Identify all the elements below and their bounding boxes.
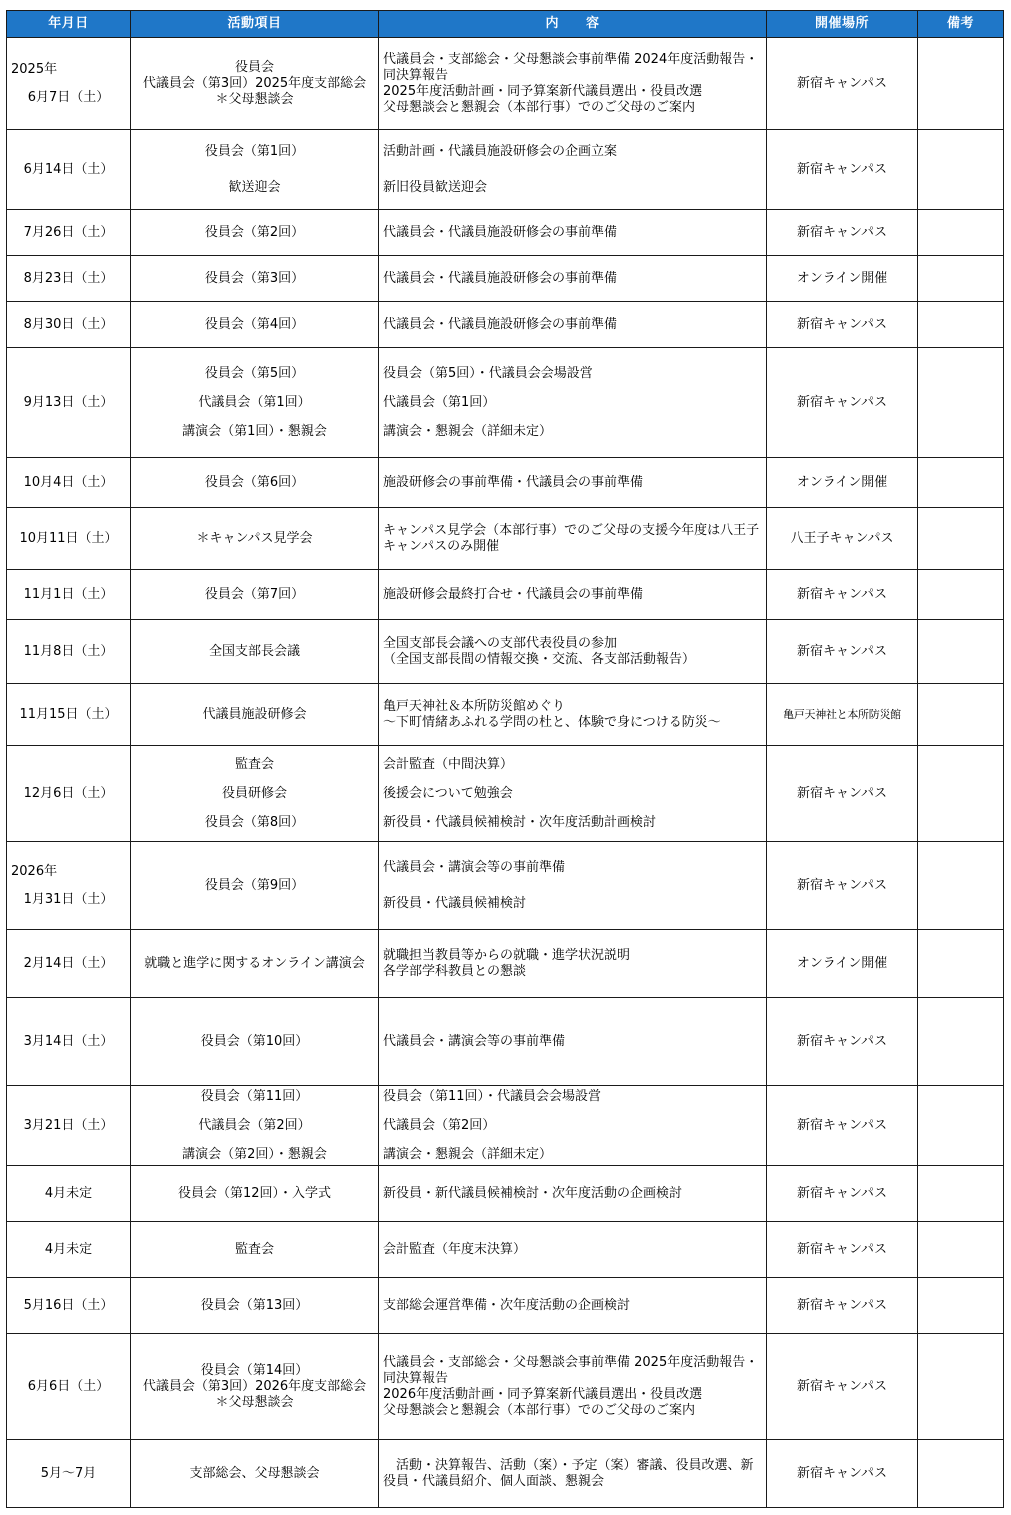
content-item: 父母懇談会と懇親会（本部行事）でのご父母のご案内 [383, 1402, 696, 1418]
table-row [7, 348, 1004, 458]
table-row [7, 1166, 1004, 1222]
venue-cell: 新宿キャンパス [767, 1166, 918, 1222]
content-item: 代議員会・支部総会・父母懇談会事前準備 2024年度活動報告・同決算報告 [383, 51, 759, 83]
content-cell [379, 130, 767, 210]
date-label: 9月13日（土） [23, 394, 114, 410]
activity-cell [131, 998, 379, 1086]
date-cell [7, 38, 131, 130]
table-row [7, 842, 1004, 930]
activity-item: 役員会（第1回） [204, 143, 305, 159]
date-cell [7, 684, 131, 746]
content-item: 施設研修会最終打合せ・代議員会の事前準備 [383, 586, 644, 602]
date-label: 6月6日（土） [27, 1378, 110, 1394]
activity-cell [131, 130, 379, 210]
header-note: 備考 [918, 11, 1004, 38]
table-row [7, 458, 1004, 508]
content-cell [379, 302, 767, 348]
venue-cell: 新宿キャンパス [767, 1440, 918, 1508]
date-cell [7, 1166, 131, 1222]
date-cell [7, 508, 131, 570]
content-item: 代議員会・代議員施設研修会の事前準備 [383, 316, 618, 332]
content-cell [379, 38, 767, 130]
content-item: 新役員・代議員候補検討・次年度活動計画検討 [383, 814, 657, 830]
note-cell [918, 570, 1004, 620]
venue-cell: 八王子キャンパス [767, 508, 918, 570]
date-cell [7, 842, 131, 930]
activity-item: 役員会（第7回） [204, 586, 305, 602]
table-row [7, 256, 1004, 302]
table-row [7, 620, 1004, 684]
note-cell [918, 620, 1004, 684]
table-row [7, 210, 1004, 256]
content-item: 父母懇談会と懇親会（本部行事）でのご父母のご案内 [383, 99, 696, 115]
activity-item: 就職と進学に関するオンライン講演会 [144, 955, 365, 971]
activity-item: 歓送迎会 [228, 179, 281, 195]
activity-item: 全国支部長会議 [208, 643, 300, 659]
content-cell [379, 1334, 767, 1440]
content-item: 就職担当教員等からの就職・進学状況説明 [383, 947, 631, 963]
header-row [7, 11, 1004, 38]
date-cell [7, 458, 131, 508]
table-row [7, 38, 1004, 130]
date-cell [7, 302, 131, 348]
table-row [7, 684, 1004, 746]
note-cell [918, 348, 1004, 458]
content-cell [379, 620, 767, 684]
content-item: 代議員会・代議員施設研修会の事前準備 [383, 270, 618, 286]
content-item: 代議員会・代議員施設研修会の事前準備 [383, 224, 618, 240]
activity-item: 代議員施設研修会 [202, 706, 307, 722]
date-label: 11月8日（土） [23, 643, 114, 659]
content-cell [379, 348, 767, 458]
content-cell [379, 746, 767, 842]
activity-cell [131, 210, 379, 256]
venue-cell: 新宿キャンパス [767, 620, 918, 684]
date-label: 1月31日（土） [23, 891, 114, 907]
date-cell [7, 570, 131, 620]
content-item: 講演会・懇親会（詳細未定） [383, 1146, 553, 1162]
content-cell [379, 1278, 767, 1334]
content-item: 亀戸天神社＆本所防災館めぐり [383, 698, 566, 714]
note-cell [918, 256, 1004, 302]
content-cell [379, 256, 767, 302]
table-row [7, 746, 1004, 842]
venue-cell: 新宿キャンパス [767, 570, 918, 620]
table-row [7, 570, 1004, 620]
year-label: 2026年 [11, 863, 58, 879]
table-row [7, 1086, 1004, 1166]
schedule-body [7, 38, 1004, 1508]
venue-cell: 亀戸天神社と本所防災館 [767, 684, 918, 746]
activity-cell [131, 508, 379, 570]
content-item: 代議員会（第1回） [383, 394, 496, 410]
content-item: 各学部学科教員との懇談 [383, 963, 527, 979]
activity-item: 役員会（第8回） [204, 814, 305, 830]
date-label: 3月21日（土） [23, 1117, 114, 1133]
content-item: 全国支部長会議への支部代表役員の参加 [383, 635, 618, 651]
date-label: 4月未定 [44, 1185, 93, 1201]
date-cell [7, 620, 131, 684]
date-label: 11月1日（土） [23, 586, 114, 602]
date-label: 2月14日（土） [23, 955, 114, 971]
date-label: 4月未定 [44, 1241, 93, 1257]
schedule-table [6, 10, 1004, 1508]
note-cell [918, 930, 1004, 998]
activity-item: 監査会 [234, 1241, 274, 1257]
venue-cell: 新宿キャンパス [767, 302, 918, 348]
venue-cell: 新宿キャンパス [767, 38, 918, 130]
content-item: 会計監査（中間決算） [383, 756, 514, 772]
activity-item: 役員会（第12回）・入学式 [177, 1185, 332, 1201]
date-label: 6月7日（土） [27, 89, 110, 105]
content-cell [379, 842, 767, 930]
content-item: 2025年度活動計画・同予算案新代議員選出・役員改選 [383, 83, 703, 99]
activity-cell [131, 1440, 379, 1508]
table-row [7, 930, 1004, 998]
venue-cell: 新宿キャンパス [767, 1334, 918, 1440]
content-item: （全国支部長間の情報交換・交流、各支部活動報告） [383, 651, 696, 667]
date-cell [7, 1278, 131, 1334]
table-row [7, 1440, 1004, 1508]
content-item: 代議員会・講演会等の事前準備 [383, 859, 566, 875]
date-cell [7, 130, 131, 210]
activity-item: 講演会（第1回）・懇親会 [182, 423, 327, 439]
activity-item: 代議員会（第3回）2025年度支部総会 [142, 75, 367, 91]
content-item: 代議員会（第2回） [383, 1117, 496, 1133]
date-cell [7, 998, 131, 1086]
content-item: 後援会について勉強会 [383, 785, 513, 801]
venue-cell: 新宿キャンパス [767, 130, 918, 210]
activity-cell [131, 302, 379, 348]
activity-item: 役員会（第9回） [204, 877, 305, 893]
activity-cell [131, 1086, 379, 1166]
activity-item: 役員会（第4回） [204, 316, 305, 332]
content-cell [379, 210, 767, 256]
venue-cell: 新宿キャンパス [767, 842, 918, 930]
activity-item: 役員会（第14回） [200, 1362, 309, 1378]
note-cell [918, 1222, 1004, 1278]
note-cell [918, 998, 1004, 1086]
note-cell [918, 1166, 1004, 1222]
content-item: 新役員・代議員候補検討 [383, 895, 527, 911]
activity-cell [131, 348, 379, 458]
table-row [7, 1334, 1004, 1440]
date-cell [7, 1222, 131, 1278]
activity-item: 講演会（第2回）・懇親会 [182, 1146, 327, 1162]
date-label: 10月4日（土） [23, 474, 114, 490]
date-label: 3月14日（土） [23, 1033, 114, 1049]
content-cell [379, 458, 767, 508]
content-item: 会計監査（年度末決算） [383, 1241, 527, 1257]
note-cell [918, 210, 1004, 256]
venue-cell: 新宿キャンパス [767, 1278, 918, 1334]
activity-cell [131, 570, 379, 620]
header-date: 年月日 [7, 11, 131, 38]
note-cell [918, 1086, 1004, 1166]
activity-item: 役員会（第2回） [204, 224, 305, 240]
date-label: 8月23日（土） [23, 270, 114, 286]
activity-item: 代議員会（第1回） [198, 394, 311, 410]
venue-cell: オンライン開催 [767, 256, 918, 302]
date-cell [7, 348, 131, 458]
note-cell [918, 130, 1004, 210]
note-cell [918, 842, 1004, 930]
header-venue: 開催場所 [767, 11, 918, 38]
activity-cell [131, 256, 379, 302]
activity-cell [131, 620, 379, 684]
date-cell [7, 210, 131, 256]
content-item: 活動・決算報告、活動（案）・予定（案）審議、役員改選、新役員・代議員紹介、個人面談、懇親会 [383, 1457, 754, 1489]
activity-item: 役員会（第11回） [200, 1088, 309, 1104]
content-cell [379, 998, 767, 1086]
activity-cell [131, 842, 379, 930]
content-cell [379, 508, 767, 570]
note-cell [918, 1440, 1004, 1508]
content-cell [379, 1166, 767, 1222]
venue-cell: 新宿キャンパス [767, 348, 918, 458]
date-label: 5月16日（土） [23, 1297, 114, 1313]
content-item: 代議員会・講演会等の事前準備 [383, 1033, 566, 1049]
activity-item: 役員会（第6回） [204, 474, 305, 490]
date-cell [7, 1334, 131, 1440]
activity-cell [131, 1166, 379, 1222]
header-content: 内 容 [379, 11, 767, 38]
date-label: 8月30日（土） [23, 316, 114, 332]
venue-cell: オンライン開催 [767, 930, 918, 998]
content-cell [379, 1440, 767, 1508]
content-item: 役員会（第5回）・代議員会会場設営 [383, 365, 593, 381]
activity-item: ＊キャンパス見学会 [196, 530, 313, 546]
content-item: キャンパス見学会（本部行事）でのご父母の支援今年度は八王子キャンパスのみ開催 [383, 522, 760, 554]
table-row [7, 130, 1004, 210]
date-label: 5月～7月 [40, 1465, 97, 1481]
venue-cell: 新宿キャンパス [767, 210, 918, 256]
activity-cell [131, 684, 379, 746]
content-item: 施設研修会の事前準備・代議員会の事前準備 [383, 474, 644, 490]
date-cell [7, 930, 131, 998]
content-item: 新役員・新代議員候補検討・次年度活動の企画検討 [383, 1185, 683, 1201]
date-cell [7, 1440, 131, 1508]
activity-cell [131, 1278, 379, 1334]
note-cell [918, 684, 1004, 746]
activity-cell [131, 38, 379, 130]
table-row [7, 302, 1004, 348]
content-item: 講演会・懇親会（詳細未定） [383, 423, 553, 439]
note-cell [918, 1278, 1004, 1334]
content-item: 役員会（第11回）・代議員会会場設営 [383, 1088, 602, 1104]
activity-cell [131, 746, 379, 842]
content-cell [379, 570, 767, 620]
activity-cell [131, 458, 379, 508]
activity-item: 代議員会（第3回）2026年度支部総会 [142, 1378, 367, 1394]
venue-cell: 新宿キャンパス [767, 746, 918, 842]
note-cell [918, 302, 1004, 348]
note-cell [918, 1334, 1004, 1440]
date-label: 10月11日（土） [19, 530, 118, 546]
note-cell [918, 38, 1004, 130]
date-cell [7, 1086, 131, 1166]
date-label: 12月6日（土） [23, 785, 114, 801]
note-cell [918, 508, 1004, 570]
activity-item: 監査会 [234, 756, 274, 772]
table-row [7, 1278, 1004, 1334]
table-row [7, 508, 1004, 570]
activity-cell [131, 930, 379, 998]
activity-item: 役員研修会 [221, 785, 287, 801]
activity-item: 役員会（第3回） [204, 270, 305, 286]
content-item: 2026年度活動計画・同予算案新代議員選出・役員改選 [383, 1386, 703, 1402]
content-item: 代議員会・支部総会・父母懇談会事前準備 2025年度活動報告・同決算報告 [383, 1354, 759, 1386]
date-label: 7月26日（土） [23, 224, 114, 240]
activity-item: ＊父母懇談会 [215, 91, 294, 107]
header-activity: 活動項目 [131, 11, 379, 38]
date-cell [7, 746, 131, 842]
content-cell [379, 684, 767, 746]
activity-cell [131, 1334, 379, 1440]
content-item: 新旧役員歓送迎会 [383, 179, 488, 195]
note-cell [918, 746, 1004, 842]
venue-cell: オンライン開催 [767, 458, 918, 508]
activity-item: 役員会（第10回） [200, 1033, 309, 1049]
activity-item: 役員会（第5回） [204, 365, 305, 381]
content-cell [379, 1222, 767, 1278]
year-label: 2025年 [11, 61, 58, 77]
note-cell [918, 458, 1004, 508]
activity-item: 支部総会、父母懇談会 [189, 1465, 320, 1481]
content-cell [379, 930, 767, 998]
activity-item: ＊父母懇談会 [215, 1394, 294, 1410]
content-item: 支部総会運営準備・次年度活動の企画検討 [383, 1297, 631, 1313]
table-row [7, 1222, 1004, 1278]
activity-item: 役員会（第13回） [200, 1297, 309, 1313]
table-row [7, 998, 1004, 1086]
venue-cell: 新宿キャンパス [767, 1086, 918, 1166]
date-label: 11月15日（土） [19, 706, 118, 722]
venue-cell: 新宿キャンパス [767, 998, 918, 1086]
content-item: 活動計画・代議員施設研修会の企画立案 [383, 143, 618, 159]
activity-cell [131, 1222, 379, 1278]
content-cell [379, 1086, 767, 1166]
venue-cell: 新宿キャンパス [767, 1222, 918, 1278]
date-cell [7, 256, 131, 302]
activity-item: 代議員会（第2回） [198, 1117, 311, 1133]
date-label: 6月14日（土） [23, 161, 114, 177]
content-item: ～下町情緒あふれる学問の杜と、体験で身につける防災～ [383, 714, 721, 730]
activity-item: 役員会 [234, 59, 274, 75]
